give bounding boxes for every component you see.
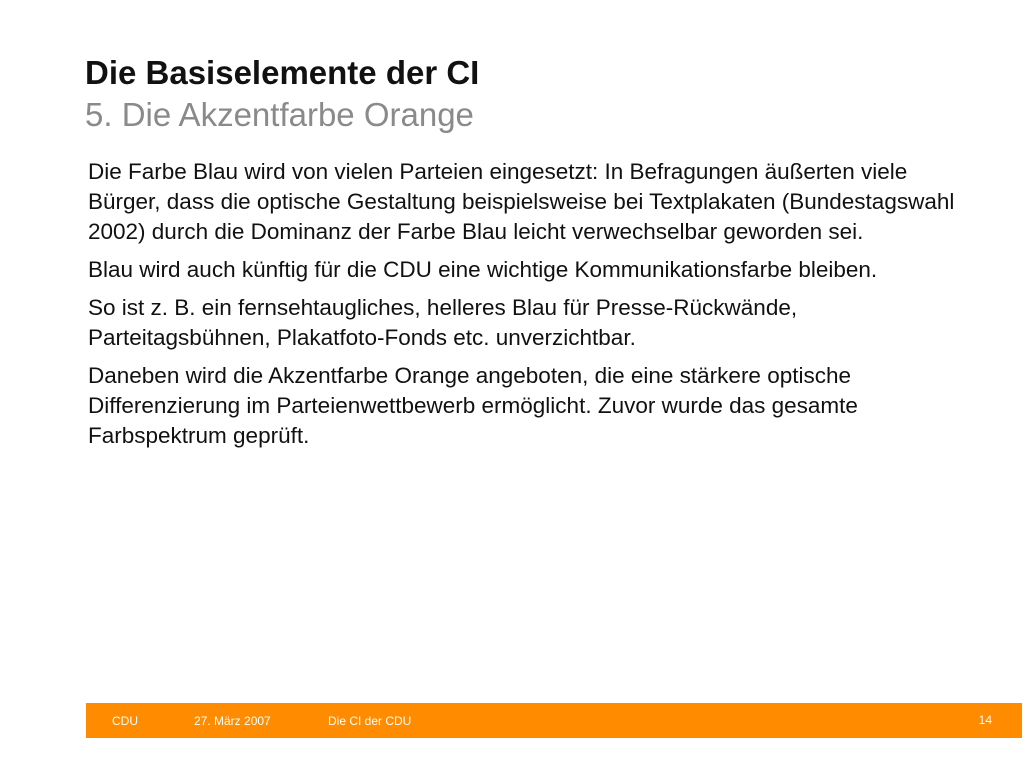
slide-subtitle: 5. Die Akzentfarbe Orange <box>85 96 474 133</box>
slide-title: Die Basiselemente der CI <box>85 54 480 91</box>
body-paragraph: Die Farbe Blau wird von vielen Parteien eingesetzt: In Befragungen äußerten viele Bürger, dass die optische Gestaltung beispielsweise bei Textplakaten (Bundestagswahl 2002) durch die Dominanz der Farbe Blau leicht verwechselbar geworden sei. <box>88 159 955 244</box>
footer-document-title: Die CI der CDU <box>328 714 412 728</box>
slide-header <box>85 52 985 136</box>
footer-organization: CDU <box>112 714 138 728</box>
page-number: 14 <box>978 713 992 727</box>
body-paragraph: Daneben wird die Akzentfarbe Orange angeboten, die eine stärkere optische Differenzierung im Parteienwettbewerb ermöglicht. Zuvor wurde das gesamte Farbspektrum geprüft. <box>88 363 858 448</box>
slide-body <box>88 157 968 459</box>
footer-date: 27. März 2007 <box>194 714 271 728</box>
body-paragraph: So ist z. B. ein fernsehtaugliches, helleres Blau für Presse-Rückwände, Parteitagsbühnen, Plakatfoto-Fonds etc. unverzichtbar. <box>88 295 798 350</box>
body-paragraph: Blau wird auch künftig für die CDU eine wichtige Kommunikationsfarbe bleiben. <box>88 257 878 282</box>
footer-bar <box>86 703 1022 738</box>
